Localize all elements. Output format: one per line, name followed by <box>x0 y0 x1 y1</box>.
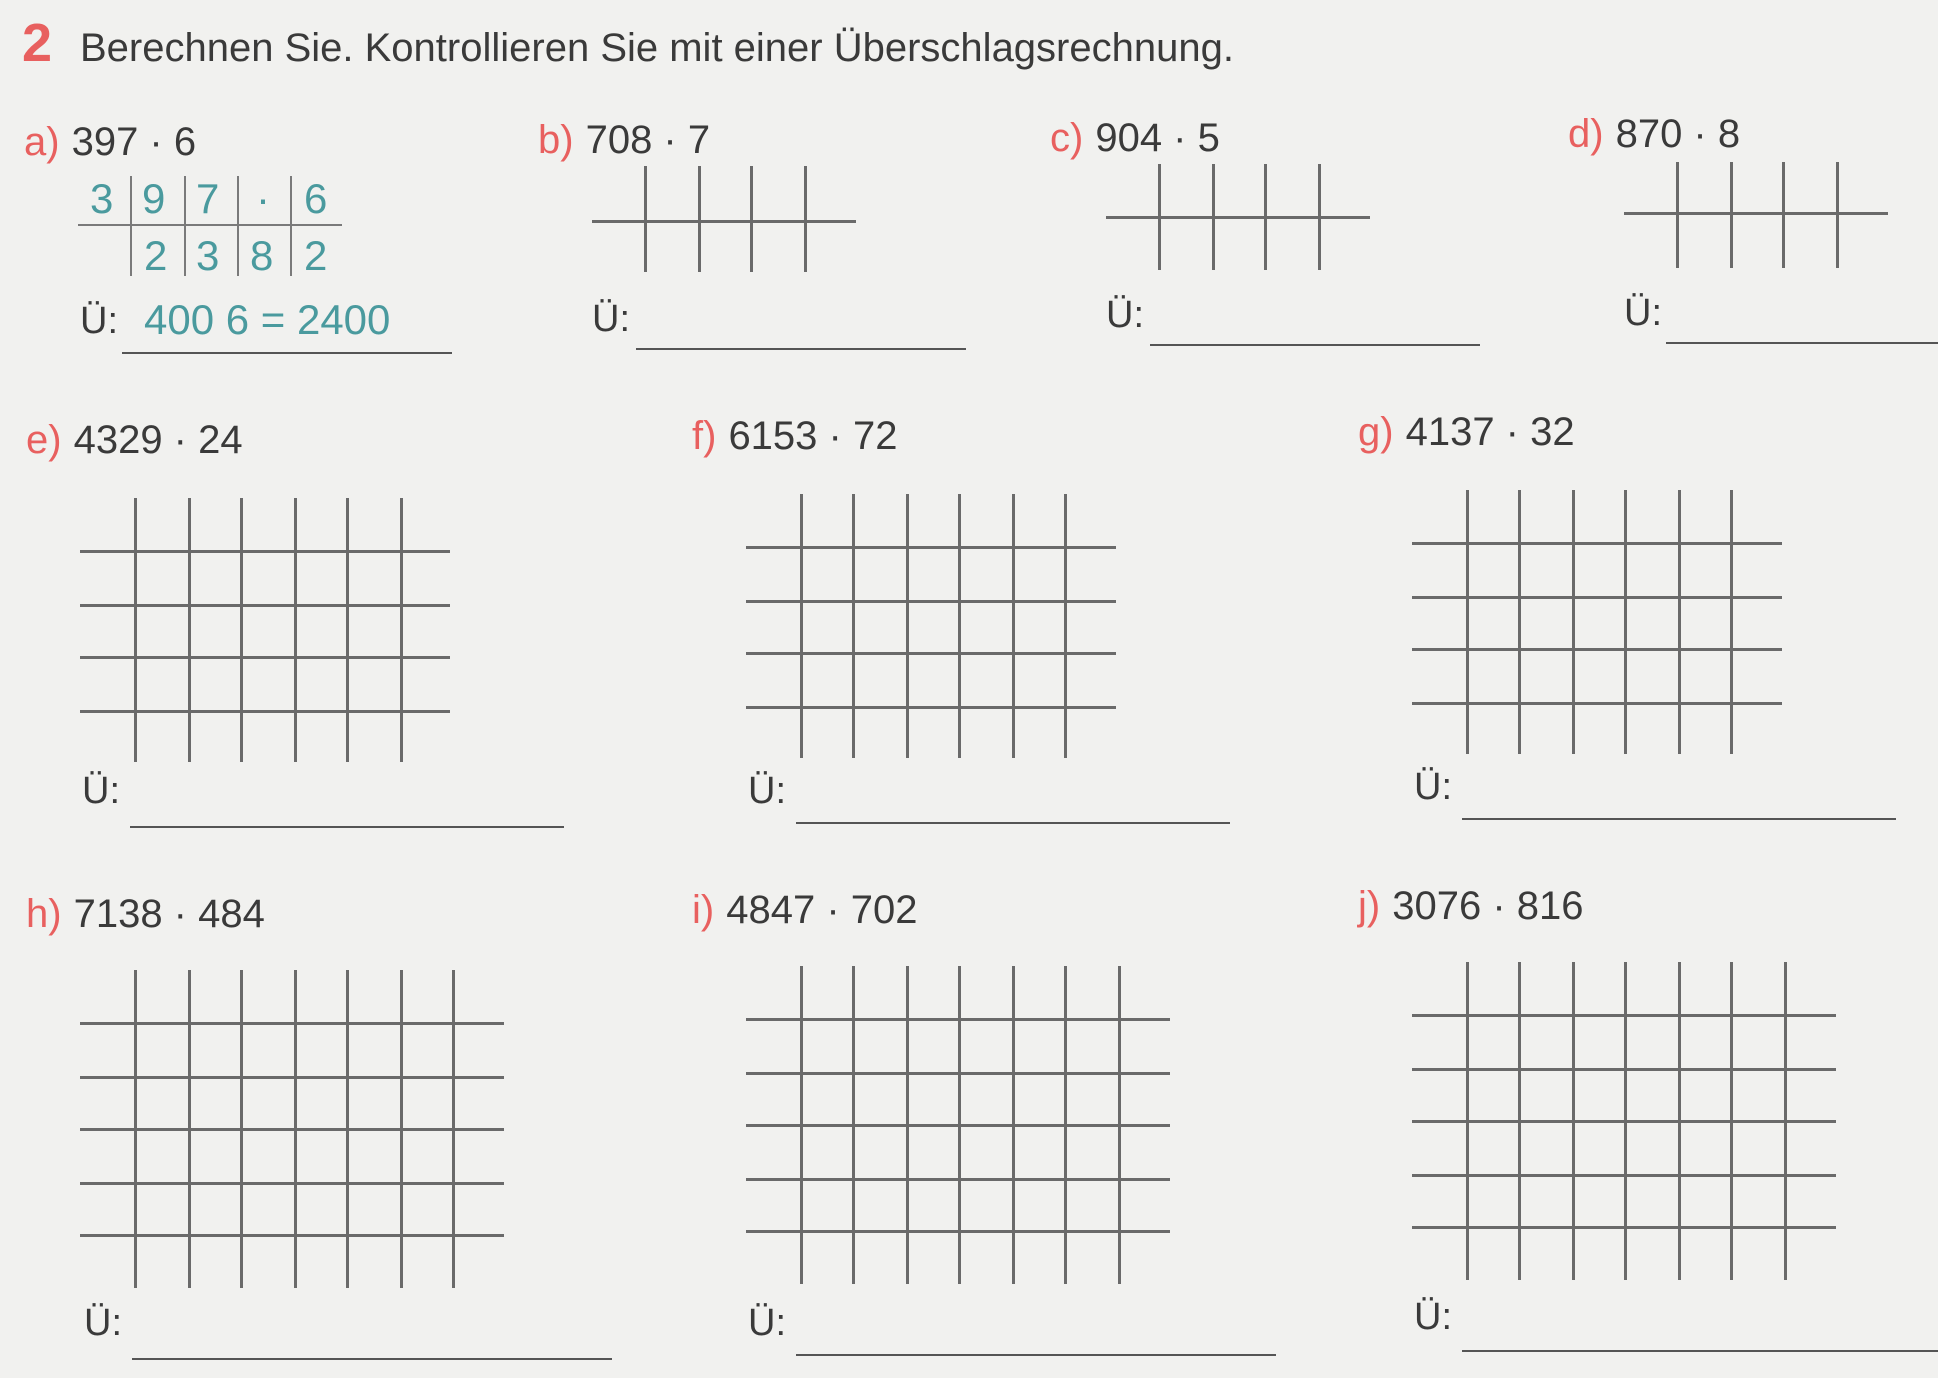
grid-column-line <box>1466 490 1469 754</box>
answer-line-d[interactable] <box>1666 342 1938 344</box>
grid-column-line <box>1012 494 1015 758</box>
grid-row-line <box>1624 212 1888 215</box>
grid-column-line <box>800 494 803 758</box>
answer-line-b[interactable] <box>636 348 966 350</box>
problem-expression: 4329 · 24 <box>73 418 243 462</box>
problem-label: g) <box>1358 410 1394 454</box>
example-digit: 7 <box>196 175 220 222</box>
grid-row-line <box>746 1230 1170 1233</box>
grid-row-line <box>1412 1014 1836 1017</box>
grid-row-line <box>80 656 450 659</box>
grid-column-line <box>852 494 855 758</box>
check-label-b: Ü: <box>592 298 630 340</box>
answer-line-h[interactable] <box>132 1358 612 1360</box>
check-label-a: Ü: <box>80 300 118 342</box>
problem-expression: 7138 · 484 <box>73 892 265 936</box>
grid-row-line <box>746 600 1116 603</box>
check-label-d: Ü: <box>1624 292 1662 334</box>
problem-d <box>1568 112 1740 157</box>
grid-row-line <box>592 220 856 223</box>
grid-row-line <box>746 706 1116 709</box>
grid-column-line <box>1624 490 1627 754</box>
example-digit: 2 <box>304 232 328 279</box>
grid-column-line <box>1836 162 1839 268</box>
example-rule <box>237 176 239 276</box>
answer-line-c[interactable] <box>1150 344 1480 346</box>
grid-column-line <box>1730 490 1733 754</box>
grid-row-line <box>746 1178 1170 1181</box>
problem-g <box>1358 410 1575 455</box>
grid-column-line <box>1782 162 1785 268</box>
problem-expression: 708 · 7 <box>585 118 711 162</box>
grid-row-line <box>746 1018 1170 1021</box>
answer-line-g[interactable] <box>1462 818 1896 820</box>
grid-row-line <box>80 1022 504 1025</box>
grid-row-line <box>1412 1174 1836 1177</box>
problem-label: i) <box>692 888 715 932</box>
grid-column-line <box>958 494 961 758</box>
check-label-g: Ü: <box>1414 766 1452 808</box>
example-digit: 9 <box>142 175 166 222</box>
grid-row-line <box>80 1234 504 1237</box>
grid-row-line <box>80 550 450 553</box>
example-digit: 3 <box>196 232 220 279</box>
check-label-c: Ü: <box>1106 294 1144 336</box>
problem-j <box>1358 884 1584 929</box>
example-digit: 3 <box>90 175 114 222</box>
check-label-f: Ü: <box>748 770 786 812</box>
problem-label: f) <box>692 414 717 458</box>
problem-f <box>692 414 897 459</box>
problem-a <box>24 120 196 165</box>
problem-label: e) <box>26 418 62 462</box>
problem-expression: 4847 · 702 <box>726 888 918 932</box>
answer-line-i[interactable] <box>796 1354 1276 1356</box>
problem-label: j) <box>1358 884 1381 928</box>
grid-row-line <box>1106 216 1370 219</box>
grid-column-line <box>240 498 243 762</box>
example-digit: 6 <box>304 175 328 222</box>
grid-column-line <box>1676 162 1679 268</box>
problem-label: b) <box>538 118 574 162</box>
problem-b <box>538 118 710 163</box>
answer-line-f[interactable] <box>796 822 1230 824</box>
grid-row-line <box>1412 1226 1836 1229</box>
grid-column-line <box>644 166 647 272</box>
task-instruction: Berechnen Sie. Kontrollieren Sie mit einer Überschlagsrechnung. <box>80 26 1234 70</box>
grid-row-line <box>80 710 450 713</box>
check-label-i: Ü: <box>748 1302 786 1344</box>
grid-row-line <box>1412 596 1782 599</box>
problem-expression: 4137 · 32 <box>1405 410 1575 454</box>
grid-column-line <box>294 498 297 762</box>
grid-column-line <box>188 498 191 762</box>
check-label-h: Ü: <box>84 1302 122 1344</box>
problem-h <box>26 892 265 937</box>
grid-column-line <box>804 166 807 272</box>
grid-column-line <box>1730 162 1733 268</box>
problem-expression: 904 · 5 <box>1095 116 1220 160</box>
grid-column-line <box>1572 490 1575 754</box>
problem-c <box>1050 116 1220 161</box>
problem-expression: 870 · 8 <box>1615 112 1741 156</box>
problem-expression: 3076 · 816 <box>1392 884 1584 928</box>
problem-e <box>26 418 243 463</box>
grid-row-line <box>746 652 1116 655</box>
grid-column-line <box>346 498 349 762</box>
example-check-calc: 400 6 = 2400 <box>144 296 391 343</box>
problem-label: d) <box>1568 112 1604 156</box>
grid-row-line <box>80 1128 504 1131</box>
grid-row-line <box>746 1072 1170 1075</box>
answer-line-a[interactable] <box>122 352 452 354</box>
grid-row-line <box>80 604 450 607</box>
grid-column-line <box>1064 494 1067 758</box>
grid-column-line <box>750 166 753 272</box>
problem-label: a) <box>24 120 60 164</box>
task-number: 2 <box>22 13 53 73</box>
grid-row-line <box>80 1182 504 1185</box>
grid-row-line <box>1412 702 1782 705</box>
grid-row-line <box>80 1076 504 1079</box>
grid-column-line <box>400 498 403 762</box>
example-digit: 8 <box>250 232 274 279</box>
grid-column-line <box>906 494 909 758</box>
problem-i <box>692 888 918 933</box>
grid-column-line <box>1518 490 1521 754</box>
problem-expression: 397 · 6 <box>71 120 197 164</box>
example-rule <box>184 176 186 276</box>
example-rule <box>78 224 342 226</box>
grid-row-line <box>1412 1120 1836 1123</box>
example-digit: 2 <box>144 232 168 279</box>
grid-column-line <box>698 166 701 272</box>
problem-expression: 6153 · 72 <box>728 414 898 458</box>
answer-line-j[interactable] <box>1462 1350 1938 1352</box>
grid-column-line <box>1678 490 1681 754</box>
grid-row-line <box>1412 648 1782 651</box>
grid-column-line <box>134 498 137 762</box>
example-rule <box>130 176 132 276</box>
grid-row-line <box>1412 1068 1836 1071</box>
problem-label: c) <box>1050 116 1084 160</box>
check-label-j: Ü: <box>1414 1296 1452 1338</box>
problem-label: h) <box>26 892 62 936</box>
grid-row-line <box>746 546 1116 549</box>
example-digit: · <box>256 175 270 222</box>
example-rule <box>290 176 292 276</box>
answer-line-e[interactable] <box>130 826 564 828</box>
grid-row-line <box>1412 542 1782 545</box>
grid-row-line <box>746 1124 1170 1127</box>
check-label-e: Ü: <box>82 770 120 812</box>
